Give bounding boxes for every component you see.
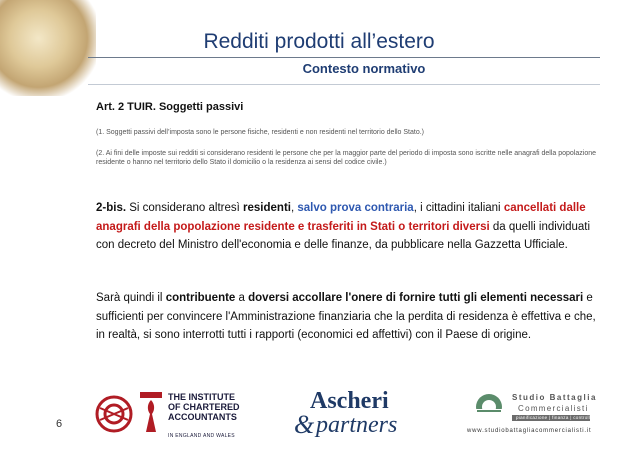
ascheri-logo-top: Ascheri xyxy=(310,388,389,414)
salvo-prova-term: salvo prova contraria xyxy=(297,202,414,214)
icai-line: THE INSTITUTE xyxy=(168,392,235,402)
clause-number: 2-bis. xyxy=(96,202,127,214)
icai-name xyxy=(168,392,240,422)
studio-battaglia-url: www.studiobattagliacommercialisti.it xyxy=(467,428,592,434)
paragraph-2-bis xyxy=(96,199,602,255)
text-run: , i cittadini italiani xyxy=(413,202,504,214)
article-clause-1: (1. Soggetti passivi dell’imposta sono le persone fisiche, residenti e non residenti nel territorio dello Stato.) xyxy=(96,129,425,136)
studio-battaglia-logo xyxy=(474,392,504,422)
icai-subline: IN ENGLAND AND WALES xyxy=(168,433,235,439)
studio-battaglia-name: Studio Battaglia xyxy=(512,393,597,402)
article-clause-2: (2. Ai fini delle imposte sui redditi si considerano residenti le persone che per la maggior parte del periodo di imposta sono iscritte nelle anagrafi della popolazione residente o hanno nel territorio dello Stato il domicilio o la residenza ai sensi del codice civile.) xyxy=(96,150,597,166)
text-run: da quelli individuati con decreto del Ministro dell'economia e delle finanze, da pubblicare nella Gazzetta Ufficiale. xyxy=(96,220,591,251)
residenti-term: residenti xyxy=(243,202,291,214)
text-run: Si considerano altresì xyxy=(126,202,244,214)
text-run: Sarà quindi il xyxy=(96,292,166,304)
ascheri-logo-amp: & xyxy=(294,410,315,439)
contribuente-term: contribuente xyxy=(165,292,236,304)
page-number: 6 xyxy=(56,418,63,430)
text-run: e sufficienti per convincere l'Amministrazione finanziaria che la perdita di residenza è effettiva e che, in realtà, si sono interrotti tutti i rapporti (economici ed affettivi) con il Paese di origine. xyxy=(96,292,596,341)
studio-battaglia-tagline: pianificazione | finanza | controllo xyxy=(516,415,593,420)
article-heading: Art. 2 TUIR. Soggetti passivi xyxy=(96,101,244,113)
text-run: , xyxy=(290,202,298,214)
text-run: a xyxy=(235,292,249,304)
paragraph-onere xyxy=(96,289,602,345)
subtitle-divider xyxy=(88,84,600,85)
slide-subtitle: Contesto normativo xyxy=(302,61,426,76)
slide-title: Redditi prodotti all’estero xyxy=(203,30,435,53)
onere-term: doversi accollare l'onere di fornire tutti gli elementi necessari xyxy=(248,292,584,304)
cancellati-highlight: cancellati dalle anagrafi della popolazione residente e trasferiti in Stati o territori diversi xyxy=(96,202,586,233)
icai-line: ACCOUNTANTS xyxy=(168,412,237,422)
studio-battaglia-sub: Commercialisti xyxy=(518,404,589,413)
icai-logo xyxy=(92,394,136,434)
icai-line: OF CHARTERED xyxy=(168,402,240,412)
icai-figure-logo xyxy=(140,392,162,434)
ascheri-logo-bottom: partners xyxy=(316,412,398,438)
title-divider xyxy=(88,57,600,58)
